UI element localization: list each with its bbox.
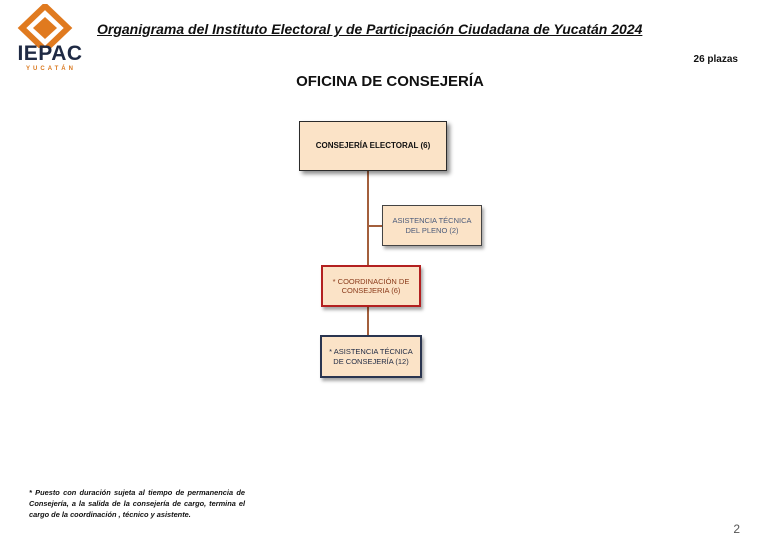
logo-text: IEPAC xyxy=(17,42,83,65)
connector-branch-pleno xyxy=(367,225,382,227)
iepac-logo xyxy=(6,4,84,74)
org-box-consejeria-electoral: CONSEJERÍA ELECTORAL (6) xyxy=(299,121,447,171)
document-title: Organigrama del Instituto Electoral y de Participación Ciudadana de Yucatán 2024 xyxy=(97,21,643,37)
office-title: OFICINA DE CONSEJERÍA xyxy=(296,73,484,90)
page-number: 2 xyxy=(733,522,740,536)
plazas-count: 26 plazas xyxy=(693,54,738,65)
org-box-asistencia-pleno: ASISTENCIA TÉCNICA DEL PLENO (2) xyxy=(382,205,482,246)
connector-coord-vertical xyxy=(367,307,369,335)
connector-main-vertical xyxy=(367,171,369,265)
org-box-coordinacion: * COORDINACIÓN DE CONSEJERIA (6) xyxy=(321,265,421,307)
org-box-asistencia-consejeria: * ASISTENCIA TÉCNICA DE CONSEJERÍA (12) xyxy=(320,335,422,378)
footnote: * Puesto con duración sujeta al tiempo de permanencia de Consejería, a la salida de la consejería de cargo, termina el cargo de la coordinación , técnico y asistente. xyxy=(29,488,245,519)
logo-subtext: YUCATÁN xyxy=(26,66,76,72)
